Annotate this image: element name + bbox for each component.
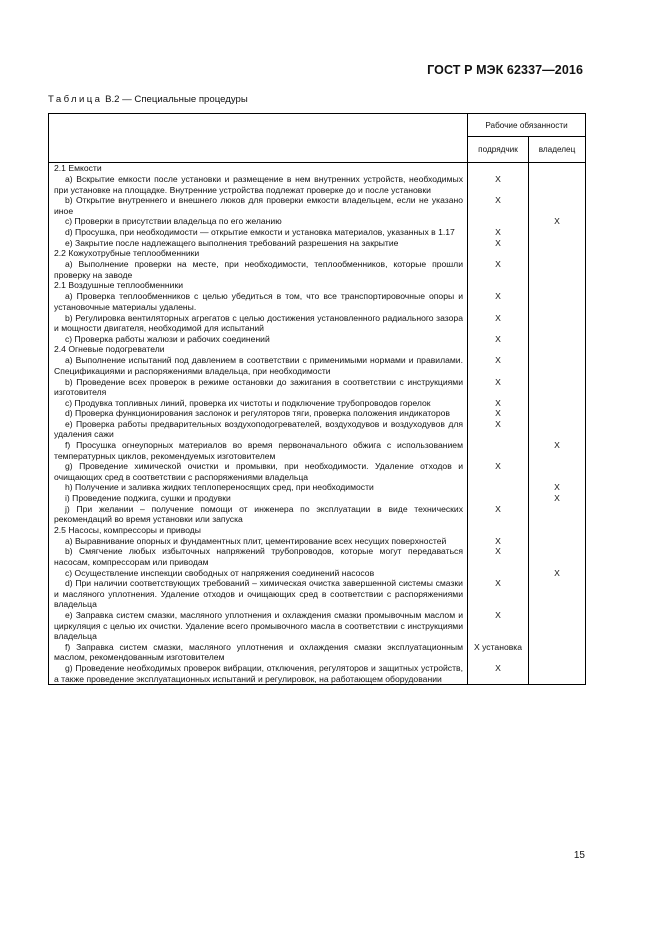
table-row xyxy=(49,578,586,610)
section-title: 2.1 Воздушные теплообменники xyxy=(49,280,468,291)
procedure-text: g) Проведение химической очистки и промывки, при необходимости. Удаление отходов и очищающих сред в соответствии с распоряжениями владельца xyxy=(49,461,468,482)
section-contractor-cell xyxy=(468,344,529,355)
table-row xyxy=(49,238,586,249)
procedure-text: d) При наличии соответствующих требований – химическая очистка завершенной системы смазки и масляного уплотнения. Удаление отходов и очищающих сред в соответствии с распоряжениями владельца xyxy=(49,578,468,610)
procedure-text: h) Получение и заливка жидких теплопереносящих сред, при необходимости xyxy=(49,482,468,493)
table-row xyxy=(49,461,586,482)
header-blank-cell xyxy=(49,114,468,163)
table-row xyxy=(49,355,586,376)
contractor-mark: X xyxy=(468,291,529,312)
procedure-text: b) Смягчение любых избыточных напряжений трубопроводов, которые могут передаваться насосам, компрессорам или приводам xyxy=(49,546,468,567)
contractor-mark: X xyxy=(468,419,529,440)
owner-mark xyxy=(529,355,586,376)
section-row xyxy=(49,344,586,355)
section-row xyxy=(49,248,586,259)
table-row xyxy=(49,216,586,227)
table-row xyxy=(49,227,586,238)
section-owner-cell xyxy=(529,280,586,291)
table-row xyxy=(49,536,586,547)
procedure-text: c) Осуществление инспекции свободных от напряжения соединений насосов xyxy=(49,568,468,579)
table-row xyxy=(49,377,586,398)
table-row xyxy=(49,663,586,685)
table-row xyxy=(49,291,586,312)
procedure-text: b) Проведение всех проверок в режиме остановки до зажигания в соответствии с инструкциями изготовителя xyxy=(49,377,468,398)
table-row xyxy=(49,174,586,195)
table-row xyxy=(49,546,586,567)
owner-mark xyxy=(529,663,586,685)
owner-mark xyxy=(529,578,586,610)
procedure-text: e) Проверка работы предварительных воздухоподогревателей, воздуходувов и воздуходувов для удаления сажи xyxy=(49,419,468,440)
procedure-text: a) Выполнение проверки на месте, при необходимости, теплообменников, которые прошли проверку на заводе xyxy=(49,259,468,280)
table-row xyxy=(49,334,586,345)
owner-mark xyxy=(529,195,586,216)
contractor-mark: X xyxy=(468,408,529,419)
header-owner: владелец xyxy=(529,137,586,163)
contractor-mark: X xyxy=(468,504,529,525)
procedure-text: c) Продувка топливных линий, проверка их чистоты и подключение трубопроводов горелок xyxy=(49,398,468,409)
section-owner-cell xyxy=(529,248,586,259)
owner-mark: X xyxy=(529,493,586,504)
contractor-mark: X установка xyxy=(468,642,529,663)
procedure-text: b) Открытие внутреннего и внешнего люков для проверки емкости владельцем, если не указано иное xyxy=(49,195,468,216)
section-title: 2.5 Насосы, компрессоры и приводы xyxy=(49,525,468,536)
contractor-mark: X xyxy=(468,377,529,398)
table-row xyxy=(49,642,586,663)
section-owner-cell xyxy=(529,163,586,175)
section-owner-cell xyxy=(529,344,586,355)
contractor-mark: X xyxy=(468,398,529,409)
table-row xyxy=(49,482,586,493)
procedure-text: a) Выравнивание опорных и фундаментных плит, цементирование всех несущих поверхностей xyxy=(49,536,468,547)
page-number: 15 xyxy=(573,850,585,861)
contractor-mark: X xyxy=(468,461,529,482)
table-caption xyxy=(48,94,248,105)
owner-mark xyxy=(529,238,586,249)
procedure-text: j) При желании – получение помощи от инженера по эксплуатации в виде технических рекомендаций во время установки или запуска xyxy=(49,504,468,525)
procedure-text: e) Закрытие после надлежащего выполнения требований разрешения на закрытие xyxy=(49,238,468,249)
owner-mark xyxy=(529,504,586,525)
owner-mark xyxy=(529,642,586,663)
section-row xyxy=(49,163,586,175)
procedure-text: f) Просушка огнеупорных материалов во время первоначального обжига с использованием температурных циклов, рекомендуемых изготовителем xyxy=(49,440,468,461)
owner-mark xyxy=(529,610,586,642)
contractor-mark xyxy=(468,482,529,493)
table-row xyxy=(49,610,586,642)
procedures-table xyxy=(48,113,586,685)
table-row xyxy=(49,504,586,525)
section-owner-cell xyxy=(529,525,586,536)
contractor-mark xyxy=(468,568,529,579)
contractor-mark: X xyxy=(468,536,529,547)
section-contractor-cell xyxy=(468,248,529,259)
owner-mark xyxy=(529,419,586,440)
table-row xyxy=(49,493,586,504)
owner-mark xyxy=(529,174,586,195)
procedure-text: a) Выполнение испытаний под давлением в соответствии с применимыми нормами и правилами. Спецификациями и распоряжениями владельца, при необходимости xyxy=(49,355,468,376)
table-row xyxy=(49,398,586,409)
procedure-text: b) Регулировка вентиляторных агрегатов с целью достижения установленного радиального зазора и мощности двигателя, необходимой для испытаний xyxy=(49,313,468,334)
procedure-text: a) Вскрытие емкости после установки и размещение в нем внутренних устройств, необходимых при установке на площадке. Внутренние устройства подлежат проверке до и после установки xyxy=(49,174,468,195)
owner-mark xyxy=(529,546,586,567)
section-contractor-cell xyxy=(468,525,529,536)
table-row xyxy=(49,259,586,280)
procedure-text: i) Проведение поджига, сушки и продувки xyxy=(49,493,468,504)
owner-mark xyxy=(529,377,586,398)
contractor-mark: X xyxy=(468,355,529,376)
section-row xyxy=(49,525,586,536)
procedure-text: e) Заправка систем смазки, масляного уплотнения и охлаждения смазки промывочным маслом и циркуляция с целью их очистки. Удаление всего промывочного масла в соответствии с инструкциями владельца xyxy=(49,610,468,642)
contractor-mark xyxy=(468,216,529,227)
owner-mark xyxy=(529,461,586,482)
table-row xyxy=(49,408,586,419)
table-body xyxy=(49,163,586,685)
contractor-mark: X xyxy=(468,259,529,280)
contractor-mark: X xyxy=(468,546,529,567)
owner-mark xyxy=(529,536,586,547)
procedure-text: d) Просушка, при необходимости — открытие емкости и установка материалов, указанных в 1.17 xyxy=(49,227,468,238)
owner-mark: X xyxy=(529,482,586,493)
section-contractor-cell xyxy=(468,280,529,291)
procedure-text: d) Проверка функционирования заслонок и регуляторов тяги, проверка положения индикаторов xyxy=(49,408,468,419)
contractor-mark: X xyxy=(468,227,529,238)
contractor-mark: X xyxy=(468,195,529,216)
contractor-mark xyxy=(468,440,529,461)
header-duties: Рабочие обязанности xyxy=(468,114,586,137)
contractor-mark: X xyxy=(468,313,529,334)
owner-mark xyxy=(529,398,586,409)
owner-mark xyxy=(529,313,586,334)
section-contractor-cell xyxy=(468,163,529,175)
table-row xyxy=(49,419,586,440)
contractor-mark: X xyxy=(468,174,529,195)
contractor-mark: X xyxy=(468,238,529,249)
section-title: 2.1 Емкости xyxy=(49,163,468,175)
contractor-mark: X xyxy=(468,610,529,642)
table-row xyxy=(49,568,586,579)
contractor-mark: X xyxy=(468,578,529,610)
contractor-mark: X xyxy=(468,663,529,685)
owner-mark xyxy=(529,259,586,280)
section-row xyxy=(49,280,586,291)
owner-mark: X xyxy=(529,440,586,461)
procedure-text: a) Проверка теплообменников с целью убедиться в том, что все транспортировочные опоры и установочные материалы удалены. xyxy=(49,291,468,312)
owner-mark: X xyxy=(529,568,586,579)
procedure-text: g) Проведение необходимых проверок вибрации, отключения, регуляторов и защитных устройств, а также проведение эксплуатационных испытаний и регулировок, на работающем оборудовании xyxy=(49,663,468,685)
owner-mark xyxy=(529,408,586,419)
procedure-text: f) Заправка систем смазки, масляного уплотнения и охлаждения смазки эксплуатационным маслом, рекомендованным изготовителем xyxy=(49,642,468,663)
owner-mark xyxy=(529,334,586,345)
owner-mark xyxy=(529,291,586,312)
section-title: 2.4 Огневые подогреватели xyxy=(49,344,468,355)
section-title: 2.2 Кожухотрубные теплообменники xyxy=(49,248,468,259)
contractor-mark xyxy=(468,493,529,504)
owner-mark: X xyxy=(529,216,586,227)
table-row xyxy=(49,440,586,461)
table-row xyxy=(49,313,586,334)
caption-label: Таблица xyxy=(48,94,103,105)
contractor-mark: X xyxy=(468,334,529,345)
table-row xyxy=(49,195,586,216)
procedure-text: c) Проверки в присутствии владельца по его желанию xyxy=(49,216,468,227)
procedure-text: c) Проверка работы жалюзи и рабочих соединений xyxy=(49,334,468,345)
document-code: ГОСТ Р МЭК 62337—2016 xyxy=(427,63,583,77)
header-contractor: подрядчик xyxy=(468,137,529,163)
owner-mark xyxy=(529,227,586,238)
caption-text: В.2 — Специальные процедуры xyxy=(105,94,248,105)
